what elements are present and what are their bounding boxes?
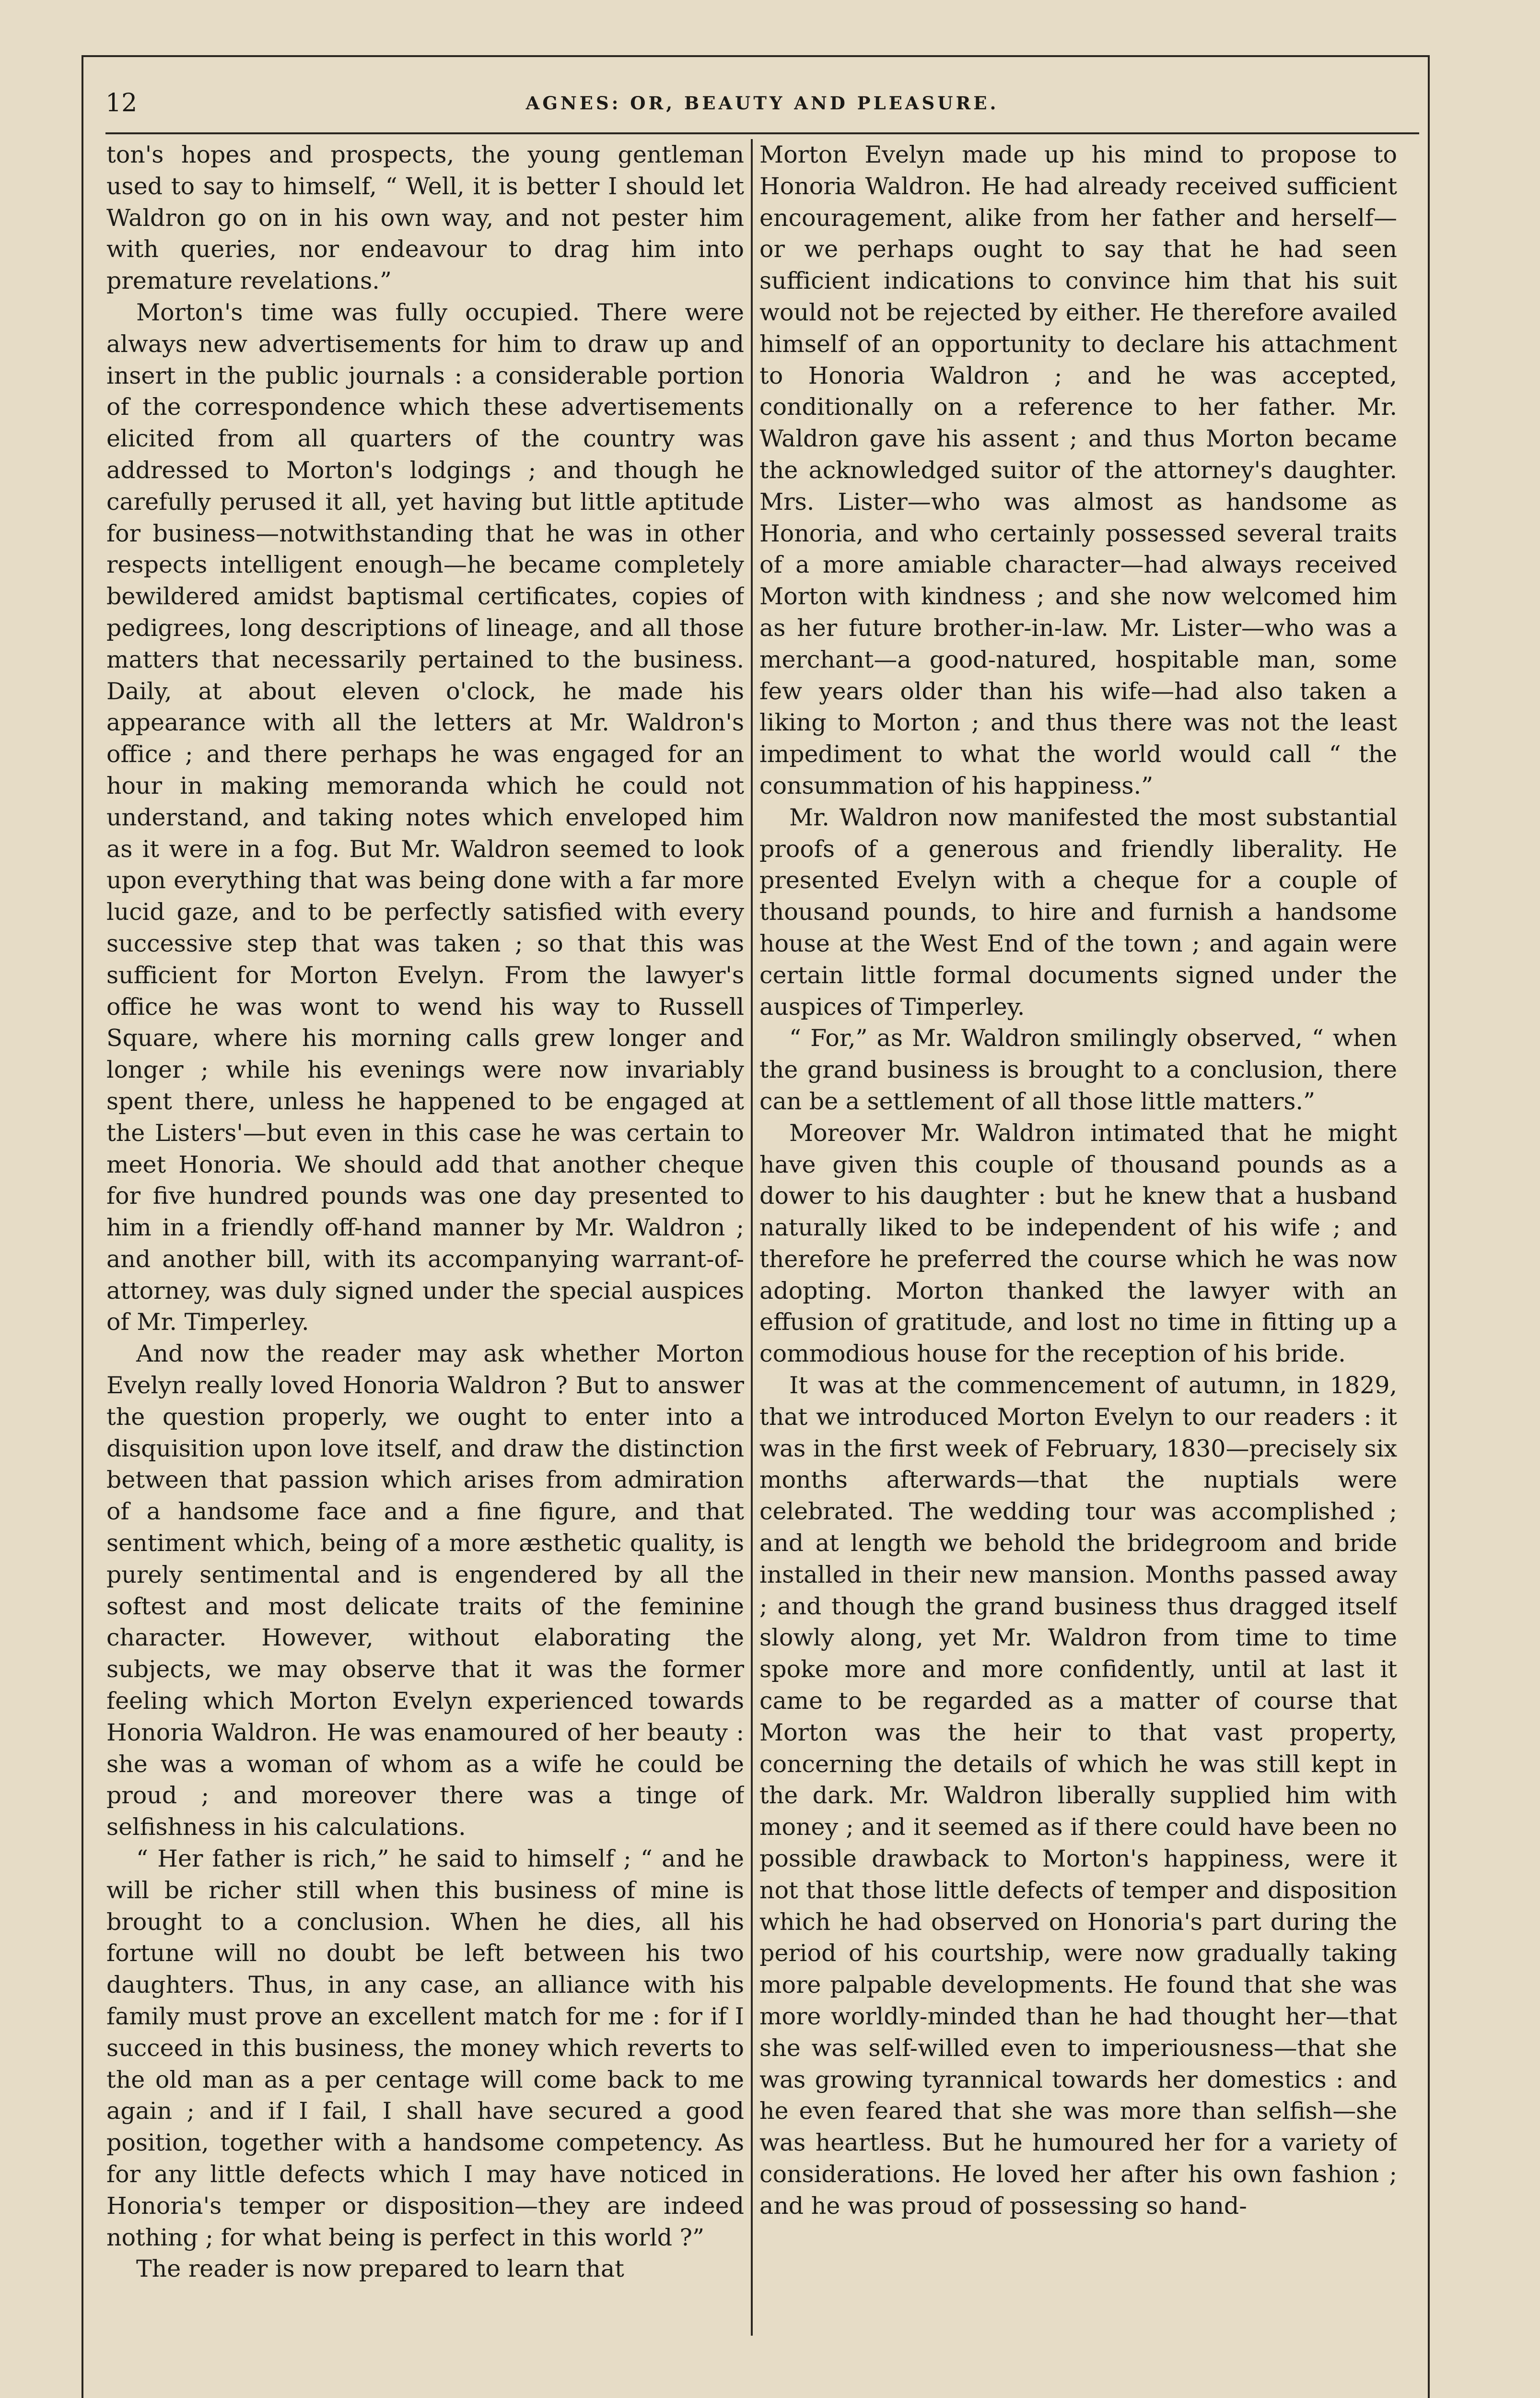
paragraph: Morton's time was fully occupied. There were always new advertisements for him to draw up and insert in the public journals : a considerable portion of the correspondence which these advertisements elicited from all quarters of the country was addressed to Morton's lodgings ; and though he carefully perused it all, yet having but little aptitude for business—notwithstanding that he was in other respects intelligent enough—he became completely bewildered amidst baptismal certificates, copies of pedigrees, long descriptions of lineage, and all those matters that necessarily pertained to the business. Daily, at about eleven o'clock, he made his appearance with all the letters at Mr. Waldron's office ; and there perhaps he was engaged for an hour in making memoranda which he could not understand, and taking notes which enveloped him as it were in a fog. But Mr. Waldron seemed to look upon everything that was being done with a far more lucid gaze, and to be perfectly satisfied with every successive step that was taken ; so that this was sufficient for Morton Evelyn. From the lawyer's office he was wont to wend his way to Russell Square, where his morning calls grew longer and longer ; while his evenings were now invariably spent there, unless he happened to be engaged at the Listers'—but even in this case he was certain to meet Honoria. We should add that another cheque for five hundred pounds was one day presented to him in a friendly off-hand manner by Mr. Waldron ; and another bill, with its accompanying warrant-of-attorney, was duly signed under the special auspices of Mr. Timperley.	[106, 298, 744, 1336]
paragraph: Mr. Waldron now manifested the most substantial proofs of a generous and friendly liberality. He presented Evelyn with a cheque for a couple of thousand pounds, to hire and furnish a handsome house at the West End of the town ; and again were certain little formal documents signed under the auspices of Timperley.	[759, 803, 1397, 1021]
paragraph: Moreover Mr. Waldron intimated that he might have given this couple of thousand pounds as a dower to his daughter : but he knew that a husband naturally liked to be independent of his wife ; and therefore he preferred the course which he was now adopting. Morton thanked the lawyer with an effusion of gratitude, and lost no time in fitting up a commodious house for the reception of his bride.	[759, 1119, 1397, 1368]
paragraph: And now the reader may ask whether Morton Evelyn really loved Honoria Waldron ? But to answer the question properly, we ought to enter into a disquisition upon love itself, and draw the distinction between that passion which arises from admiration of a handsome face and a fine figure, and that sentiment which, being of a more æsthetic quality, is purely sentimental and is engendered by all the softest and most delicate traits of the feminine character. However, without elaborating the subjects, we may observe that it was the former feeling which Morton Evelyn experienced towards Honoria Waldron. He was enamoured of her beauty : she was a woman of whom as a wife he could be proud ; and moreover there was a tinge of selfishness in his calculations.	[106, 1340, 744, 1841]
paragraph: “ Her father is rich,” he said to himself ; “ and he will be richer still when this business of mine is brought to a conclusion. When he dies, all his fortune will no doubt be left between his two daughters. Thus, in any case, an alliance with his family must prove an excellent match for me : for if I succeed in this business, the money which reverts to the old man as a per centage will come back to me again ; and if I fail, I shall have secured a good position, together with a handsome competency. As for any little defects which I may have noticed in Honoria's temper or disposition—they are indeed nothing ; for what being is perfect in this world ?”	[106, 1845, 744, 2251]
running-title: AGNES: OR, BEAUTY AND PLEASURE.	[525, 93, 999, 114]
paragraph: The reader is now prepared to learn that	[136, 2255, 624, 2283]
right-column	[759, 139, 1397, 2336]
paragraph: It was at the commencement of autumn, in 1829, that we introduced Morton Evelyn to our readers : it was in the first week of February, 1830—precisely six months afterwards—that the nuptials were celebrated. The wedding tour was accomplished ; and at length we behold the bridegroom and bride installed in their new mansion. Months passed away ; and though the grand business thus dragged itself slowly along, yet Mr. Waldron from time to time spoke more and more confidently, until at last it came to be regarded as a matter of course that Morton was the heir to that vast property, concerning the details of which he was still kept in the dark. Mr. Waldron liberally supplied him with money ; and it seemed as if there could have been no possible drawback to Morton's happiness, were it not that those little defects of temper and disposition which he had observed on Honoria's part during the period of his courtship, were now gradually taking more palpable developments. He found that she was more worldly-minded than he had thought her—that she was self-willed even to imperiousness—that she was growing tyrannical towards her domestics : and he even feared that she was more than selfish—she was heartless. But he humoured her for a variety of considerations. He loved her after his own fashion ; and he was proud of possessing so hand-	[759, 1372, 1397, 2220]
page-header	[105, 82, 1419, 125]
header-rule	[105, 132, 1419, 134]
left-column	[106, 139, 744, 2336]
paragraph: Morton Evelyn made up his mind to propose to Honoria Waldron. He had already received sufficient encouragement, alike from her father and herself—or we perhaps ought to say that he had seen sufficient indications to convince him that his suit would not be rejected by either. He therefore availed himself of an opportunity to declare his attachment to Honoria Waldron ; and he was accepted, conditionally on a reference to her father. Mr. Waldron gave his assent ; and thus Morton became the acknowledged suitor of the attorney's daughter. Mrs. Lister—who was almost as handsome as Honoria, and who certainly possessed several traits of a more amiable character—had always received Morton with kindness ; and she now welcomed him as her future brother-in-law. Mr. Lister—who was a merchant—a good-natured, hospitable man, some few years older than his wife—had also taken a liking to Morton ; and thus there was not the least impediment to what the world would call “ the consummation of his happiness.”	[759, 141, 1397, 799]
paragraph: ton's hopes and prospects, the young gentleman used to say to himself, “ Well, it is better I should let Waldron go on in his own way, and not pester him with queries, nor endeavour to drag him into premature revelations.”	[106, 141, 744, 295]
paragraph: “ For,” as Mr. Waldron smilingly observed, “ when the grand business is brought to a conclusion, there can be a settlement of all those little matters.”	[759, 1024, 1397, 1115]
page-number: 12	[105, 89, 138, 118]
column-divider	[751, 139, 753, 2336]
